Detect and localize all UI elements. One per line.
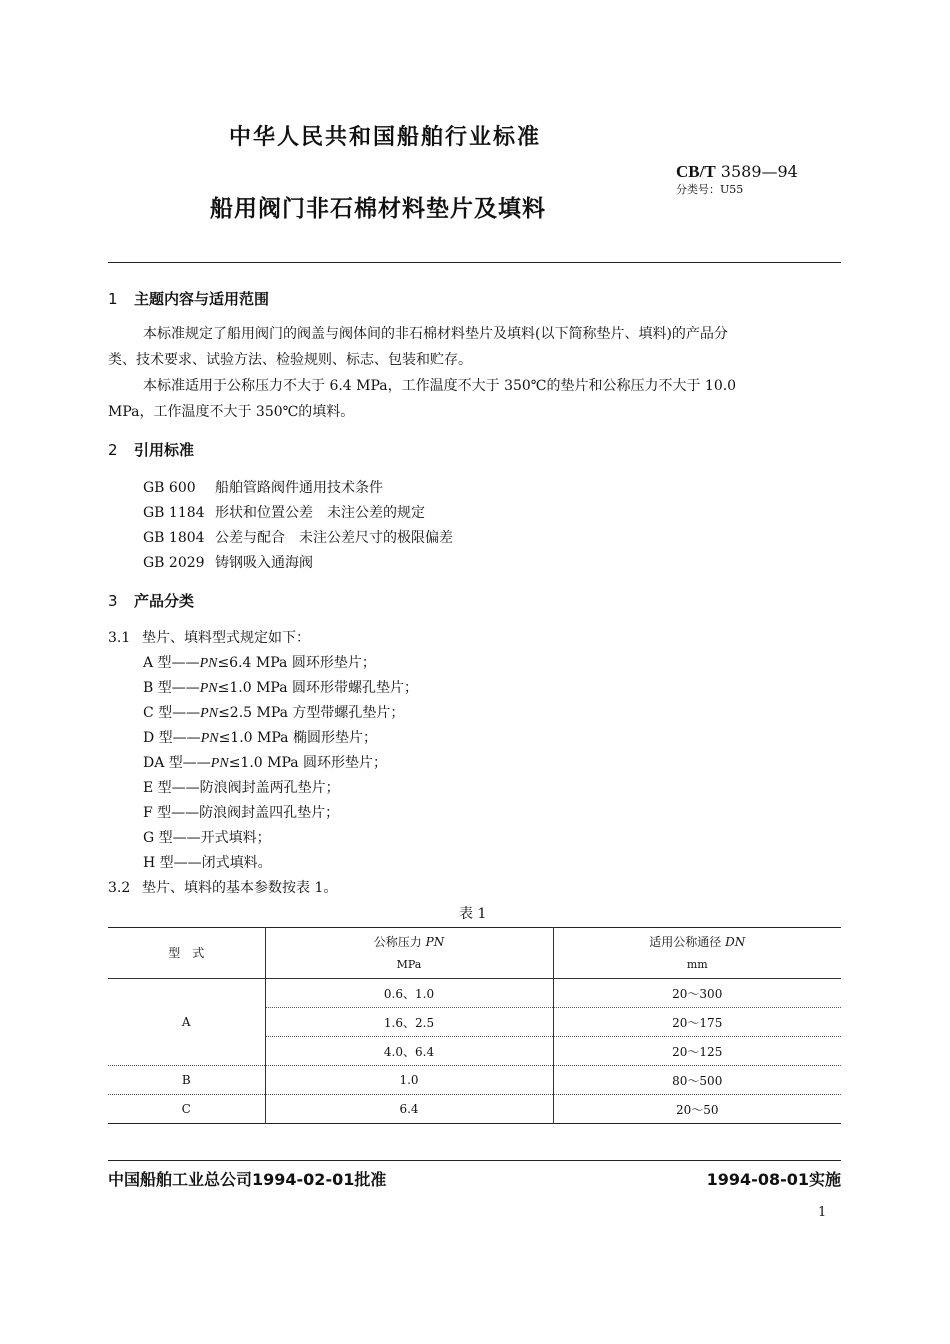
table-row <box>108 979 841 1008</box>
pressure-cell: 4.0、6.4 <box>265 1037 553 1066</box>
table-caption: 表 1 <box>459 906 487 922</box>
pressure-cell: 1.6、2.5 <box>265 1008 553 1037</box>
footer-rule <box>108 1160 841 1161</box>
diameter-cell: 20～300 <box>553 979 841 1008</box>
type-item: C 型——PN≤2.5 MPa 方型带螺孔垫片； <box>143 705 405 721</box>
page-number: 1 <box>818 1205 827 1220</box>
section-1-para-1-line-1: 本标准规定了船用阀门的阀盖与阀体间的非石棉材料垫片及填料(以下简称垫片、填料)的产品分 <box>143 326 728 342</box>
type-cell: B <box>108 1066 265 1095</box>
reference-standard: GB 1184 形状和位置公差 未注公差的规定 <box>143 505 425 521</box>
standard-category: 中华人民共和国船舶行业标准 <box>229 125 542 150</box>
table-row <box>108 1066 841 1095</box>
type-cell: C <box>108 1095 265 1124</box>
document-title: 船用阀门非石棉材料垫片及填料 <box>210 196 546 222</box>
header-nominal-pressure: 公称压力 PN MPa <box>265 928 553 979</box>
table-header-row <box>108 928 841 979</box>
type-item: G 型——开式填料； <box>143 830 271 846</box>
reference-standard: GB 600 船舶管路阀件通用技术条件 <box>143 480 383 496</box>
section-1-para-2-line-1: 本标准适用于公称压力不大于 6.4 MPa，工作温度不大于 350℃的垫片和公称压力不大于 10.0 <box>143 378 737 394</box>
effective-date: 1994-08-01实施 <box>706 1170 841 1189</box>
reference-standard: GB 2029 铸钢吸入通海阀 <box>143 555 313 571</box>
header-rule <box>108 262 841 263</box>
diameter-cell: 80～500 <box>553 1066 841 1095</box>
parameter-table <box>108 927 841 1124</box>
pressure-cell: 1.0 <box>265 1066 553 1095</box>
section-1-heading: 1 主题内容与适用范围 <box>108 290 270 308</box>
type-item: F 型——防浪阀封盖四孔垫片； <box>143 805 340 821</box>
section-1-para-2-line-2: MPa，工作温度不大于 350℃的填料。 <box>108 404 355 420</box>
table-row <box>108 1095 841 1124</box>
type-item: DA 型——PN≤1.0 MPa 圆环形垫片； <box>143 755 388 771</box>
type-item: D 型——PN≤1.0 MPa 椭圆形垫片； <box>143 730 377 746</box>
classification-number: 分类号：U55 <box>676 183 744 196</box>
standard-code: CB/T 3589—94 <box>676 162 798 181</box>
diameter-cell: 20～125 <box>553 1037 841 1066</box>
section-1-para-1-line-2: 类、技术要求、试验方法、检验规则、标志、包装和贮存。 <box>108 352 472 368</box>
type-item: B 型——PN≤1.0 MPa 圆环形带螺孔垫片； <box>143 680 419 696</box>
reference-standard: GB 1804 公差与配合 未注公差尺寸的极限偏差 <box>143 530 453 546</box>
section-2-heading: 2 引用标准 <box>108 441 195 459</box>
pressure-cell: 0.6、1.0 <box>265 979 553 1008</box>
pressure-cell: 6.4 <box>265 1095 553 1124</box>
type-cell: A <box>181 1015 191 1029</box>
clause-3-1: 3.1 垫片、填料型式规定如下： <box>108 630 310 646</box>
header-nominal-diameter: 适用公称通径 DN mm <box>553 928 841 979</box>
approval-line: 中国船舶工业总公司1994-02-01批准 <box>108 1170 387 1189</box>
diameter-cell: 20～50 <box>553 1095 841 1124</box>
diameter-cell: 20～175 <box>553 1008 841 1037</box>
section-3-heading: 3 产品分类 <box>108 592 195 610</box>
clause-3-2: 3.2 垫片、填料的基本参数按表 1。 <box>108 880 338 896</box>
type-item: E 型——防浪阀封盖两孔垫片； <box>143 780 340 796</box>
type-item: A 型——PN≤6.4 MPa 圆环形垫片； <box>143 655 376 671</box>
header-type: 型 式 <box>108 928 265 979</box>
type-item: H 型——闭式填料。 <box>143 855 272 871</box>
